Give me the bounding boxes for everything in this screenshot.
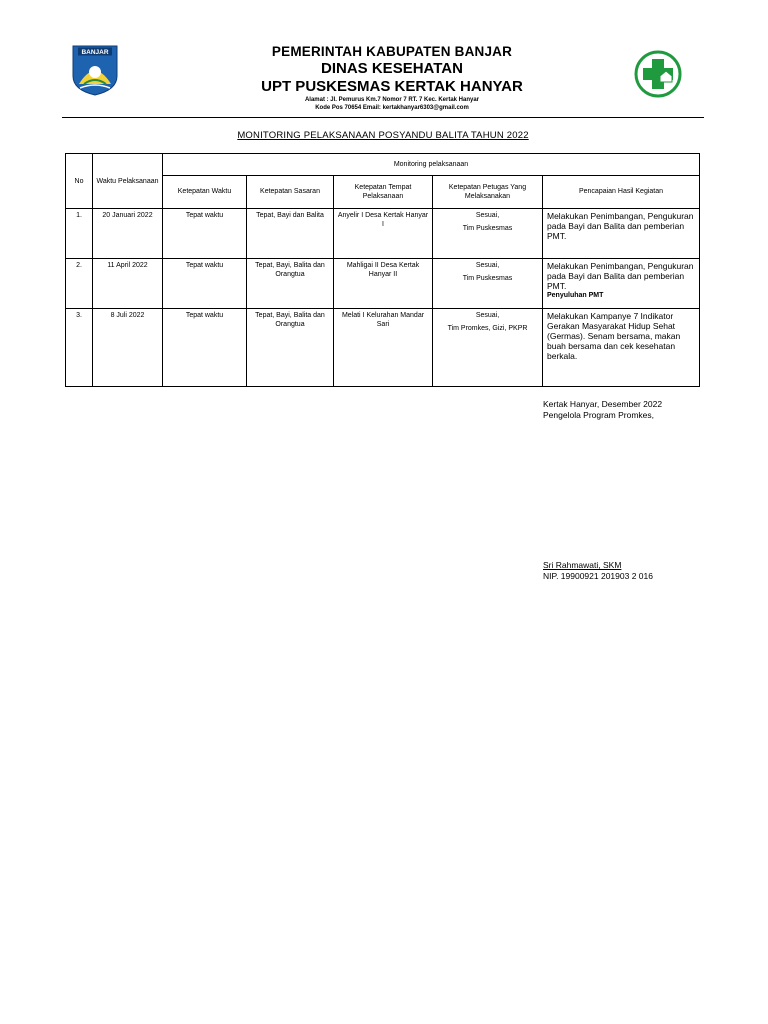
header-pencapaian: Pencapaian Hasil Kegiatan [543,175,700,208]
cell-hasil [543,309,700,387]
cell-sasaran: Tepat, Bayi, Balita dan Orangtua [247,309,334,387]
petugas-team: Tim Puskesmas [462,275,513,282]
header-ketepatan-tempat: Ketepatan Tempat Pelaksanaan [334,175,433,208]
svg-text:BANJAR: BANJAR [81,49,109,56]
cell-hasil [543,259,700,309]
hasil-text: Melakukan Penimbangan, Pengukuran pada Bayi dan Balita dan pemberian PMT. [547,211,694,241]
header-no: No [66,154,93,209]
signature-nip: NIP. 19900921 201903 2 016 [543,571,653,581]
petugas-status: Sesuai, [475,262,500,269]
cell-no: 1. [66,209,93,259]
cell-ketepatan-waktu: Tepat waktu [163,309,247,387]
cell-ketepatan-waktu: Tepat waktu [163,259,247,309]
hasil-text: Melakukan Penimbangan, Pengukuran pada Bayi dan Balita dan pemberian PMT. [547,261,694,291]
cell-waktu: 20 Januari 2022 [93,209,163,259]
petugas-status: Sesuai, [475,212,500,219]
table-row [66,259,700,309]
cell-sasaran: Tepat, Bayi, Balita dan Orangtua [247,259,334,309]
table-row [66,209,700,259]
document-title: MONITORING PELAKSANAAN POSYANDU BALITA TAHUN 2022 [237,130,529,141]
letterhead-government: PEMERINTAH KABUPATEN BANJAR [271,44,513,59]
hasil-text: Melakukan Kampanye 7 Indikator Gerakan Masyarakat Hidup Sehat (Germas). Senam bersama, makan buah bersama dan cek kesehatan berkala. [547,311,681,361]
cell-no: 3. [66,309,93,387]
letterhead-puskesmas: UPT PUSKESMAS KERTAK HANYAR [261,78,523,95]
letterhead [180,44,604,112]
cell-waktu: 11 April 2022 [93,259,163,309]
signature-name: Sri Rahmawati, SKM [543,560,622,570]
signature-block [543,399,662,421]
petugas-team: Tim Puskesmas [462,225,513,232]
cell-sasaran: Tepat, Bayi dan Balita [247,209,334,259]
cell-no: 2. [66,259,93,309]
header-ketepatan-sasaran: Ketepatan Sasaran [247,175,334,208]
header-divider [62,117,704,118]
table-row [66,309,700,387]
cell-ketepatan-waktu: Tepat waktu [163,209,247,259]
signature-name-block [543,560,653,582]
cell-petugas [433,259,543,309]
puskesmas-logo [633,49,683,99]
header-ketepatan-waktu: Ketepatan Waktu [163,175,247,208]
cell-tempat: Mahligai II Desa Kertak Hanyar II [334,259,433,309]
header-ketepatan-petugas: Ketepatan Petugas Yang Melaksanakan [433,175,543,208]
signature-place-date: Kertak Hanyar, Desember 2022 [543,399,663,409]
petugas-team: Tim Promkes, Gizi, PKPR [447,325,528,332]
cell-tempat: Anyelir I Desa Kertak Hanyar I [334,209,433,259]
header-waktu: Waktu Pelaksanaan [93,154,163,209]
banjar-regency-logo [70,44,120,96]
cell-petugas [433,309,543,387]
header-monitoring: Monitoring pelaksanaan [163,154,700,176]
hasil-extra: Penyuluhan PMT [547,292,604,299]
cell-hasil [543,209,700,259]
cell-waktu: 8 Juli 2022 [93,309,163,387]
monitoring-table [65,153,700,387]
letterhead-address: Alamat : Jl. Pemurus Km.7 Nomor 7 RT. 7 Kec. Kertak Hanyar [304,97,480,103]
cell-petugas [433,209,543,259]
cell-tempat: Melati I Kelurahan Mandar Sari [334,309,433,387]
signature-role: Pengelola Program Promkes, [543,410,655,420]
letterhead-contact: Kode Pos 70654 Email: kertakhanyar6303@gmail.com [315,105,469,111]
petugas-status: Sesuai, [475,312,500,319]
letterhead-department: DINAS KESEHATAN [321,60,463,77]
